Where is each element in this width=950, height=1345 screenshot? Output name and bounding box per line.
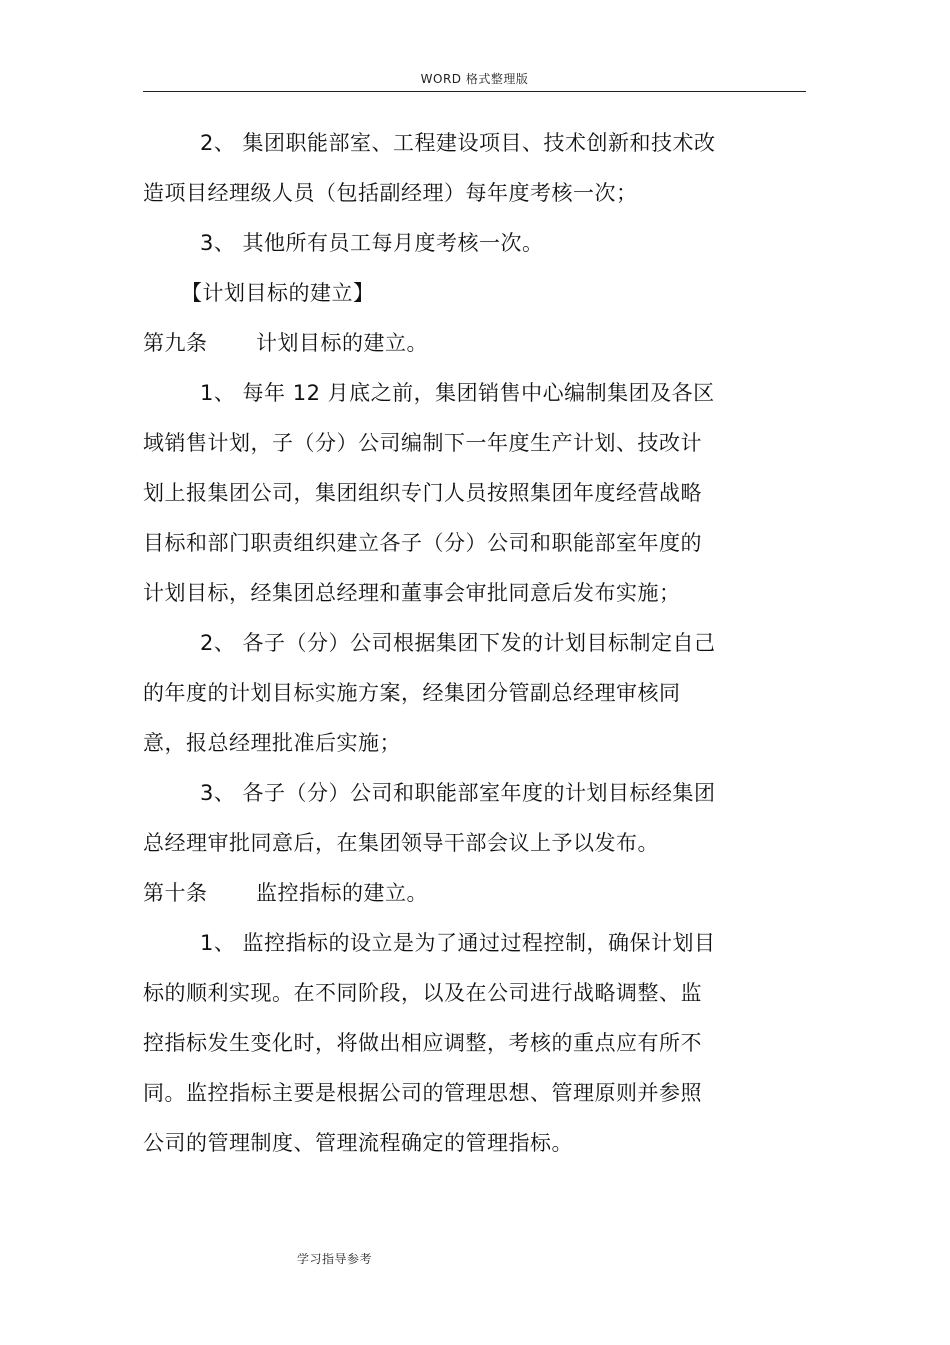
paragraph-line: 域销售计划，子（分）公司编制下一年度生产计划、技改计: [143, 431, 702, 455]
article-heading: [143, 868, 753, 918]
paragraph-line: 2、 各子（分）公司根据集团下发的计划目标制定自己: [200, 631, 716, 655]
section-heading: 【计划目标的建立】: [181, 281, 375, 305]
paragraph-line: 2、 集团职能部室、工程建设项目、技术创新和技术改: [200, 131, 716, 155]
page-footer: 学习指导参考: [296, 1252, 372, 1266]
paragraph-line: 标的顺利实现。在不同阶段，以及在公司进行战略调整、监: [143, 981, 702, 1005]
paragraph-line: 目标和部门职责组织建立各子（分）公司和职能部室年度的: [143, 531, 702, 555]
article-title: 计划目标的建立。: [256, 331, 428, 355]
paragraph-line: 同。监控指标主要是根据公司的管理思想、管理原则并参照: [143, 1081, 702, 1105]
paragraph-line: 公司的管理制度、管理流程确定的管理指标。: [143, 1131, 573, 1155]
article-number: 第九条: [143, 331, 208, 355]
page-header: WORD 格式整理版: [420, 72, 529, 86]
header-divider: [143, 91, 806, 92]
paragraph-line: 造项目经理级人员（包括副经理）每年度考核一次；: [143, 181, 638, 205]
paragraph-line: 1、 监控指标的设立是为了通过过程控制，确保计划目: [200, 931, 716, 955]
paragraph-line: 总经理审批同意后，在集团领导干部会议上予以发布。: [143, 831, 659, 855]
article-title: 监控指标的建立。: [256, 881, 428, 905]
paragraph-line: 3、 其他所有员工每月度考核一次。: [200, 231, 544, 255]
paragraph-line: 3、 各子（分）公司和职能部室年度的计划目标经集团: [200, 781, 716, 805]
paragraph-line: 意，报总经理批准后实施；: [143, 731, 401, 755]
paragraph-line: 划上报集团公司，集团组织专门人员按照集团年度经营战略: [143, 481, 702, 505]
article-heading: [143, 318, 753, 368]
paragraph-line: 计划目标，经集团总经理和董事会审批同意后发布实施；: [143, 581, 681, 605]
paragraph-line: 控指标发生变化时，将做出相应调整，考核的重点应有所不: [143, 1031, 702, 1055]
article-number: 第十条: [143, 881, 208, 905]
paragraph-line: 的年度的计划目标实施方案，经集团分管副总经理审核同: [143, 681, 681, 705]
document-body: [143, 118, 753, 1168]
paragraph-line: 1、 每年 12 月底之前，集团销售中心编制集团及各区: [200, 381, 715, 405]
